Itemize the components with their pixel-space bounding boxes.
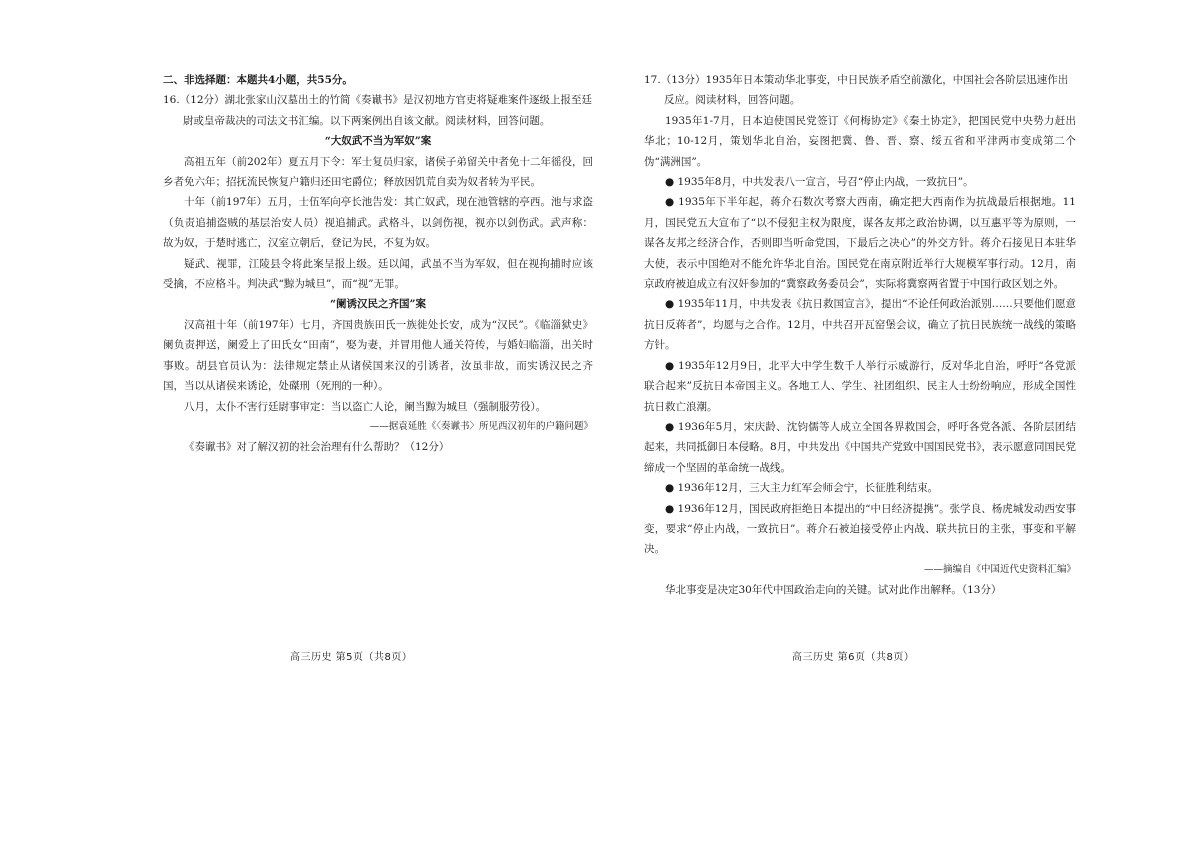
question-16-intro: 16.（12分）湖北张家山汉墓出土的竹简《奏谳书》是汉初地方官吏将疑难案件逐级上报至廷尉或皇帝裁决的司法文书汇编。以下两案例出自该文献。阅读材料，回答问题。 — [163, 94, 593, 127]
bullet-item: ● 1936年12月，三大主力红军会师会宁，长征胜利结束。 — [665, 482, 939, 495]
bullet-item: ● 1936年12月，国民政府拒绝日本提出的“中日经济提携”。张学良、杨虎城发动西安事变，要求“停止内战，一致抗日”。蒋介石被迫接受停止内战、联共抗日的主张，事变和平解决。 — [644, 502, 1076, 556]
case-1-paragraph-3: 疑武、视罪，江陵县令将此案呈报上级。廷以闻，武虽不当为军奴，但在视拘捕时应该受擒，不应格斗。判决武“黥为城旦”，而“视”无罪。 — [163, 257, 593, 291]
right-page — [600, 0, 1200, 848]
bullet-item: ● 1935年8月，中共发表八一宣言，号召“停止内战，一致抗日”。 — [665, 176, 974, 189]
question-16-prompt: 《奏谳书》对了解汉初的社会治理有什么帮助？（12分） — [184, 441, 450, 454]
case-2-title: “阑诱汉民之齐国”案 — [329, 298, 427, 311]
left-page-content — [163, 70, 593, 458]
case-2-paragraph-1: 汉高祖十年（前197年）七月，齐国贵族田氏一族徙处长安，成为“汉民”。《临淄狱史》阑负责押送，阑爱上了田氏女“田南”，娶为妻，并冒用他人通关符传，与婚妇临淄，出关时事败。胡县官员认为：法律规定禁止从诸侯国来汉的引诱者，汝虽非故，而实诱汉民之齐国，当以从诸侯来诱论，处磔刑（死刑的一种）。 — [163, 318, 593, 393]
page-footer: 高三历史 第5页（共8页） — [290, 652, 413, 663]
bullet-item: ● 1936年5月，宋庆龄、沈钧儒等人成立全国各界救国会，呼吁各党各派、各阶层团结起来，共同抵御日本侵略。8月，中共发出《中国共产党致中国国民党书》，表示愿意同国民党缔成一个坚固的革命统一战线。 — [644, 420, 1076, 474]
page-footer: 高三历史 第6页（共8页） — [792, 652, 915, 663]
bullet-item: ● 1935年12月9日，北平大中学生数千人举行示威游行，反对华北自治，呼吁“各党派联合起来”反抗日本帝国主义。各地工人、学生、社团组织、民主人士纷纷响应，形成全国性抗日救亡浪潮。 — [644, 359, 1076, 413]
material-paragraph: 1935年1-7月，日本迫使国民党签订《何梅协定》《秦土协定》，把国民党中央势力赶出华北；10-12月，策划华北自治，妄图把冀、鲁、晋、察、绥五省和平津两市变成第二个伪“满洲国”。 — [644, 114, 1076, 168]
source-citation: ——据袁延胜《〈奏谳书〉所见西汉初年的户籍问题》 — [369, 420, 593, 432]
case-1-title: “大奴武不当为军奴”案 — [324, 135, 432, 148]
question-17-intro: 17.（13分）1935年日本策动华北事变，中日民族矛盾空前激化，中国社会各阶层迅速作出反应。阅读材料，回答问题。 — [644, 74, 1069, 107]
question-17-prompt: 华北事变是决定30年代中国政治走向的关键。试对此作出解释。（13分） — [665, 584, 1002, 597]
section-heading: 二、非选择题：本题共4小题，共55分。 — [163, 74, 353, 86]
right-page-content — [644, 70, 1076, 601]
bullet-item: ● 1935年11月，中共发表《抗日救国宣言》，提出“不论任何政治派别……只要他们愿意抗日反蒋者”，均愿与之合作。12月，中共召开瓦窑堡会议，确立了抗日民族统一战线的策略方针。 — [644, 298, 1076, 352]
source-citation: ——摘编自《中国近代史资料汇编》 — [923, 563, 1076, 575]
bullet-item: ● 1935年下半年起，蒋介石数次考察大西南，确定把大西南作为抗战最后根据地。11月，国民党五大宣布了“以不侵犯主权为限度，谋各友邦之政治协调，以互惠平等为原则，一谋各友邦之经济合作，否则即当听命党国，下最后之决心”的外交方针。蒋介石接见日本驻华大使，表示中国绝对不能允许华北自治。国民党在南京附近举行大规模军事行动。12月，南京政府被迫成立有汉奸参加的“冀察政务委员会”，实际将冀察两省置于中国行政区划之外。 — [644, 196, 1076, 291]
case-2-paragraph-2: 八月，太仆不害行廷尉事审定：当以盗亡人论，阑当黥为城旦（强制服劳役）。 — [184, 400, 547, 413]
case-1-paragraph-2: 十年（前197年）五月，士伍军向亭长池告发：其亡奴武，现在池管辖的亭西。池与求盗（负责追捕盗贼的基层治安人员）视追捕武。武格斗，以剑伤视，视亦以剑伤武。武声称：故为奴，于楚时逃亡，汉室立朝后，登记为民，不复为奴。 — [163, 196, 593, 250]
case-1-paragraph-1: 高祖五年（前202年）夏五月下令：军士复员归家，诸侯子弟留关中者免十二年徭役，回乡者免六年；招抚流民恢复户籍归还田宅爵位；释放因饥荒自卖为奴者转为平民。 — [163, 155, 593, 189]
